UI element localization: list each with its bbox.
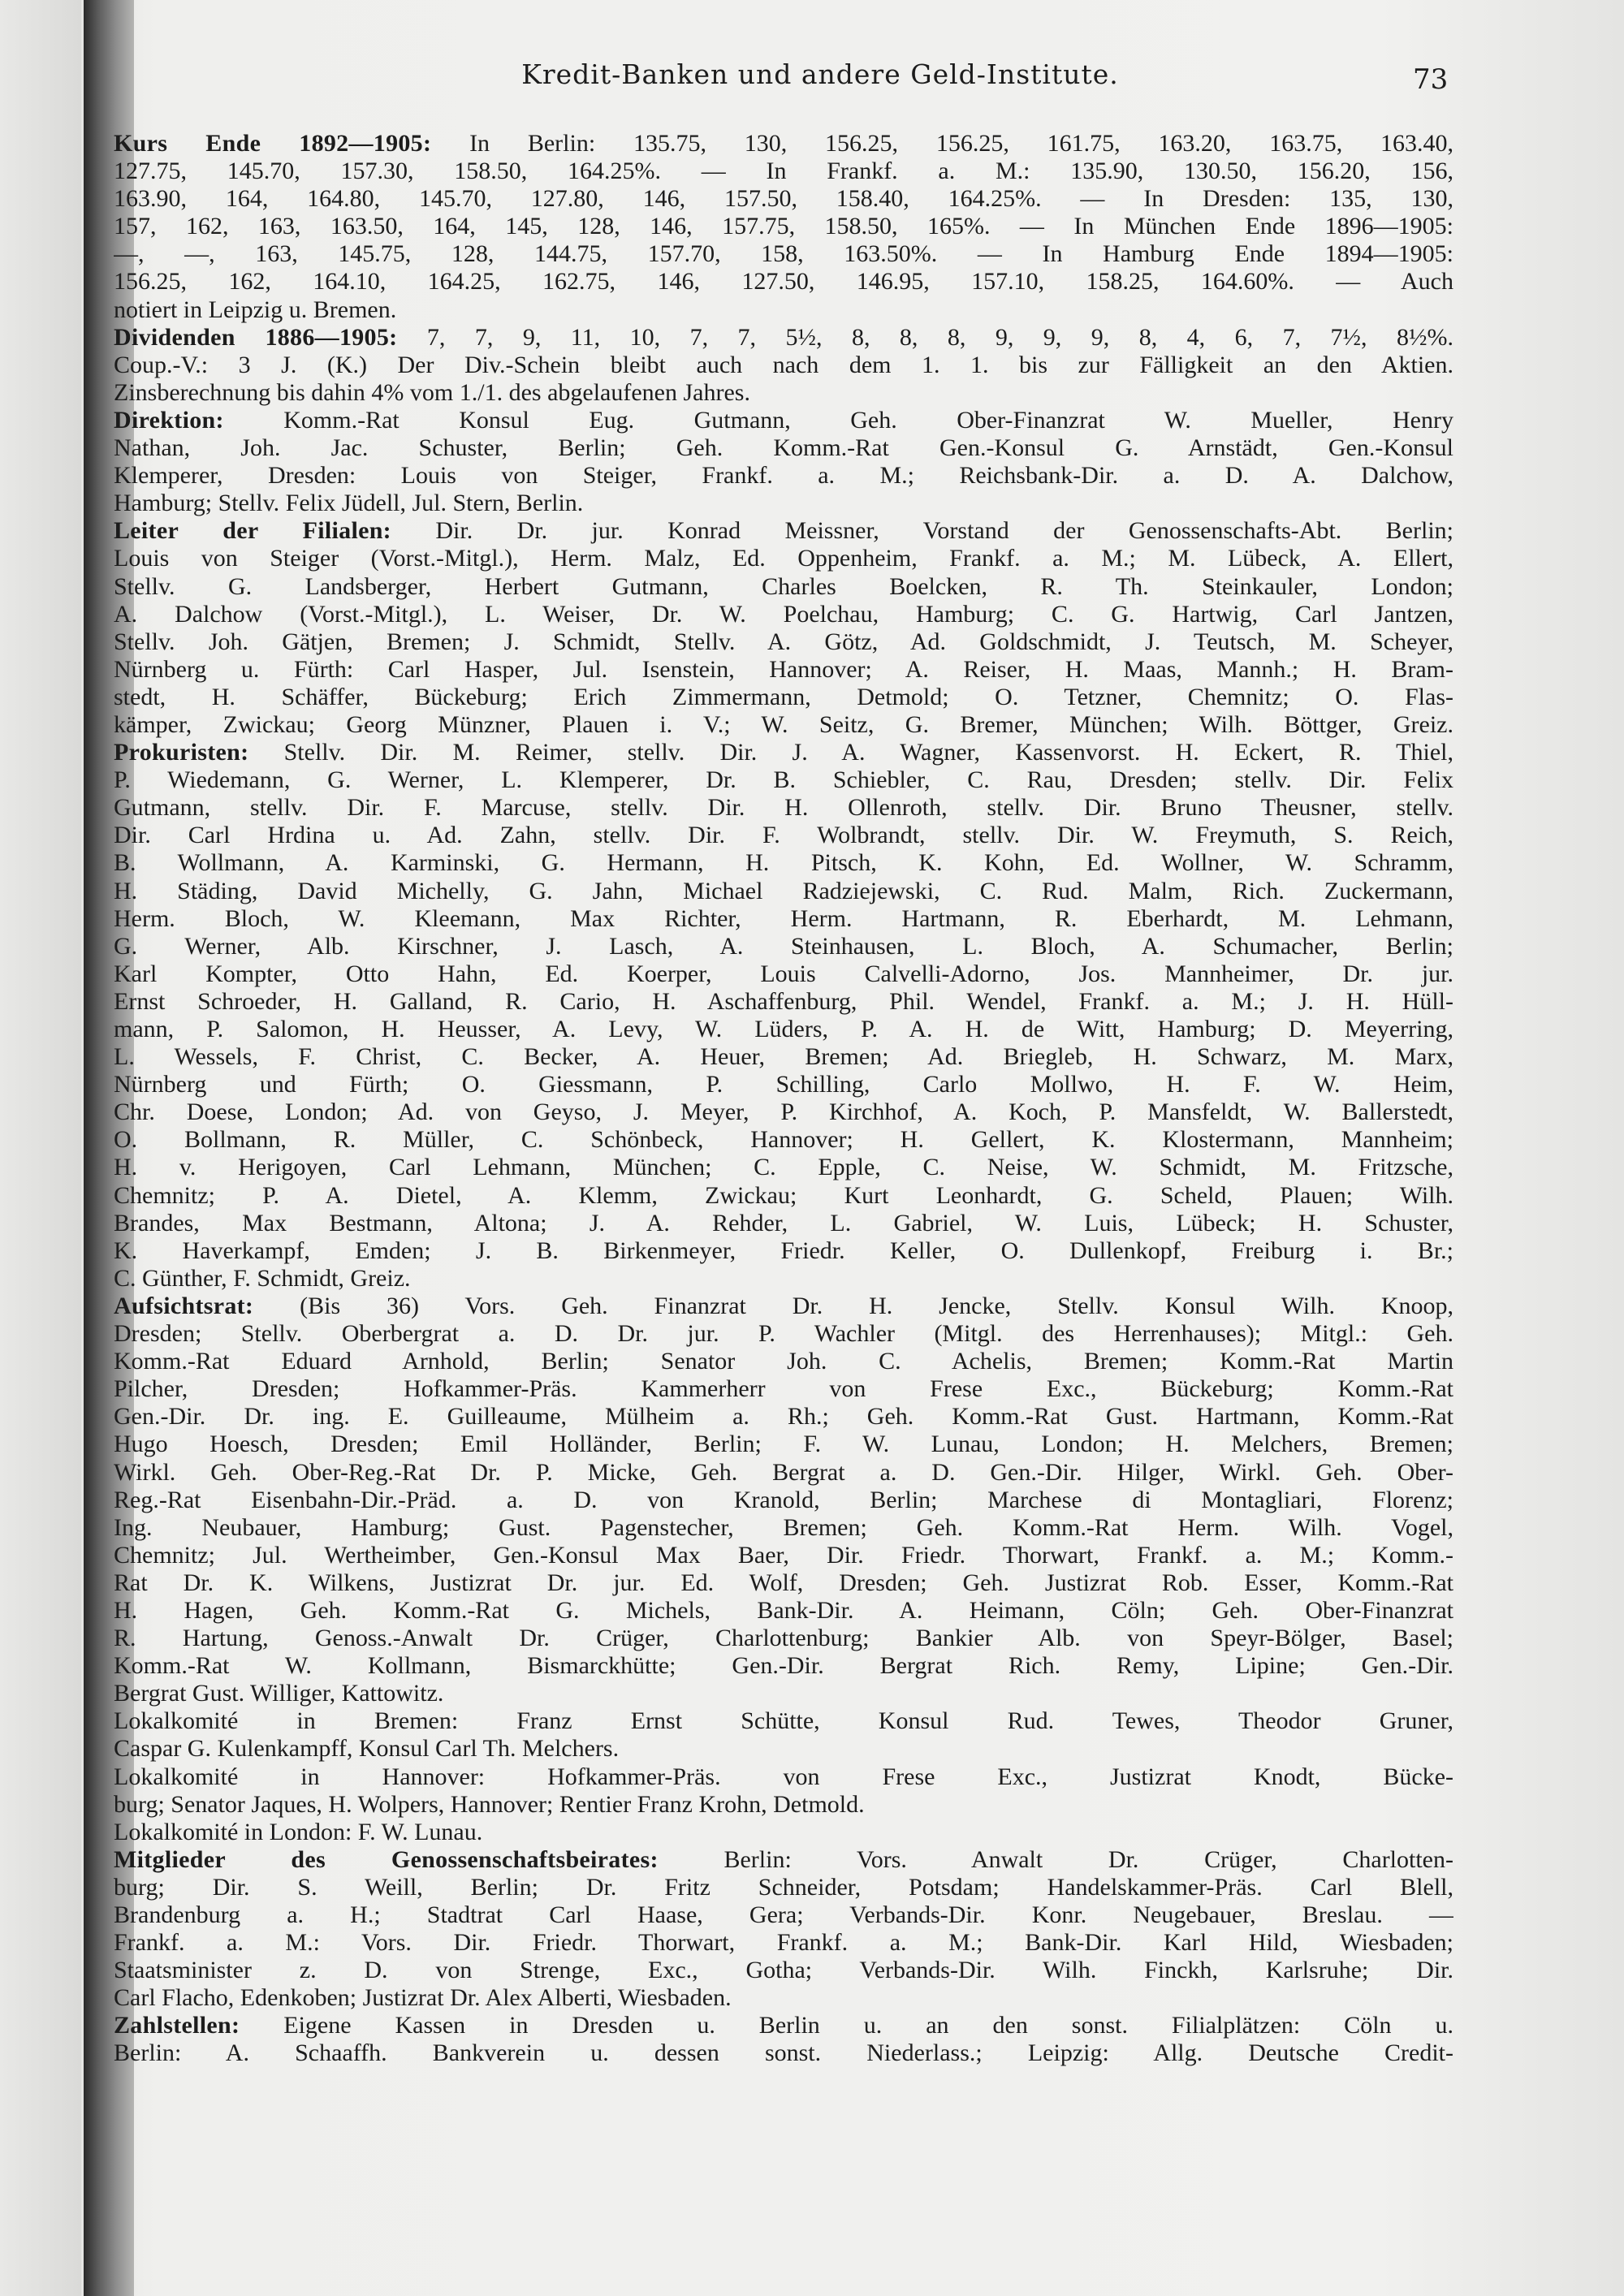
- text-line: [114, 1182, 1453, 1210]
- line-text: K. Haverkampf, Emden; J. B. Birkenmeyer, Friedr. Keller, O. Dullenkopf, Freiburg i. Br.;: [114, 1236, 1453, 1264]
- line-text: Ernst Schroeder, H. Galland, R. Cario, H. Aschaffenburg, Phil. Wendel, Frankf. a. M.; J. H. Hüll-: [114, 987, 1453, 1015]
- line-text: kämper, Zwickau; Georg Münzner, Plauen i. V.; W. Seitz, G. Bremer, München; Wilh. Böttger, Greiz.: [114, 710, 1453, 738]
- text-line: [114, 1431, 1453, 1458]
- line-text: Staatsminister z. D. von Strenge, Exc., Gotha; Verbands-Dir. Wilh. Finckh, Karlsruhe; Dir.: [114, 1957, 1453, 1984]
- line-text: Reg.-Rat Eisenbahn-Dir.-Präd. a. D. von Kranold, Berlin; Marchese di Montagliari, Florenz;: [114, 1486, 1453, 1513]
- text-line: [114, 1487, 1453, 1514]
- text-line: [114, 158, 1453, 185]
- text-line: [114, 462, 1453, 490]
- text-line: [114, 878, 1453, 905]
- text-line: [114, 601, 1453, 628]
- section-heading: Dividenden 1886—1905:: [114, 323, 398, 351]
- text-line: [114, 1569, 1453, 1597]
- text-line: [114, 933, 1453, 960]
- text-line: [114, 1819, 1453, 1846]
- line-text: Nürnberg u. Fürth: Carl Hasper, Jul. Isenstein, Hannover; A. Reiser, H. Maas, Mannh.; H. Bram-: [114, 655, 1453, 683]
- text-line: [114, 1016, 1453, 1043]
- text-line: [114, 711, 1453, 739]
- line-text: Stellv. G. Landsberger, Herbert Gutmann, Charles Boelcken, R. Th. Steinkauler, London;: [114, 572, 1453, 600]
- text-line: [114, 739, 1453, 766]
- line-text: Lokalkomité in Hannover: Hofkammer-Präs. von Frese Exc., Justizrat Knodt, Bücke-: [114, 1763, 1453, 1790]
- text-line: [114, 656, 1453, 684]
- line-text: burg; Dir. S. Weill, Berlin; Dr. Fritz Schneider, Potsdam; Handelskammer-Präs. Carl Blell,: [114, 1873, 1453, 1901]
- line-text: burg; Senator Jaques, H. Wolpers, Hannover; Rentier Franz Krohn, Detmold.: [114, 1790, 865, 1818]
- line-text: Nürnberg und Fürth; O. Giessmann, P. Schilling, Carlo Mollwo, H. F. W. Heim,: [114, 1071, 1453, 1098]
- text-line: [114, 1210, 1453, 1237]
- text-line: [114, 1293, 1453, 1320]
- text-line: [114, 213, 1453, 240]
- text-line: [114, 1791, 1453, 1819]
- text-line: [114, 1514, 1453, 1542]
- line-text: P. Wiedemann, G. Werner, L. Klemperer, Dr. B. Schiebler, C. Rau, Dresden; stellv. Dir. Felix: [114, 766, 1453, 794]
- line-text: Dir. Carl Hrdina u. Ad. Zahn, stellv. Dir. F. Wolbrandt, stellv. Dir. W. Freymuth, S. Reich,: [114, 822, 1453, 849]
- text-line: [114, 1320, 1453, 1348]
- line-text: Brandes, Max Bestmann, Altona; J. A. Rehder, L. Gabriel, W. Luis, Lübeck; H. Schuster,: [114, 1209, 1453, 1236]
- text-line: [114, 545, 1453, 572]
- text-line: [114, 1071, 1453, 1098]
- text-line: [114, 988, 1453, 1016]
- line-text: Lokalkomité in London: F. W. Lunau.: [114, 1818, 483, 1845]
- line-text: Stellv. Joh. Gätjen, Bremen; J. Schmidt, Stellv. A. Götz, Ad. Goldschmidt, J. Teutsch, M. Scheyer,: [114, 628, 1453, 655]
- section-heading: Mitglieder des Genossenschaftsbeirates:: [114, 1845, 659, 1873]
- line-text: Lokalkomité in Bremen: Franz Ernst Schütte, Konsul Rud. Tewes, Theodor Gruner,: [114, 1707, 1453, 1735]
- text-line: [114, 1126, 1453, 1154]
- text-line: [114, 1901, 1453, 1929]
- line-text: Berlin: Vors. Anwalt Dr. Crüger, Charlotten-: [658, 1845, 1453, 1873]
- text-line: [114, 766, 1453, 794]
- text-line: [114, 1735, 1453, 1763]
- facing-page-edge: [0, 0, 81, 2296]
- text-line: [114, 324, 1453, 352]
- line-text: mann, P. Salomon, H. Heusser, A. Levy, W. Lüders, P. A. H. de Witt, Hamburg; D. Meyerring,: [114, 1016, 1453, 1042]
- text-line: [114, 130, 1453, 158]
- line-text: Louis von Steiger (Vorst.-Mitgl.), Herm. Malz, Ed. Oppenheim, Frankf. a. M.; M. Lübeck, A. Ellert,: [114, 545, 1453, 572]
- text-line: [114, 379, 1453, 407]
- text-line: [114, 2012, 1453, 2039]
- line-text: Gutmann, stellv. Dir. F. Marcuse, stellv. Dir. H. Ollenroth, stellv. Dir. Bruno Theusner, stellv.: [114, 794, 1453, 822]
- line-text: Coup.-V.: 3 J. (K.) Der Div.-Schein bleibt auch nach dem 1. 1. bis zur Fälligkeit an den Aktien.: [114, 351, 1453, 378]
- text-line: [114, 1874, 1453, 1901]
- line-text: H. Hagen, Geh. Komm.-Rat G. Michels, Bank-Dir. A. Heimann, Cöln; Geh. Ober-Finanzrat: [114, 1596, 1453, 1624]
- text-line: [114, 296, 1453, 324]
- text-line: [114, 628, 1453, 656]
- line-text: O. Bollmann, R. Müller, C. Schönbeck, Hannover; H. Gellert, K. Klostermann, Mannheim;: [114, 1126, 1453, 1154]
- line-text: —, —, 163, 145.75, 128, 144.75, 157.70, 158, 163.50%. — In Hamburg Ende 1894—1905:: [114, 240, 1453, 268]
- section-heading: Leiter der Filialen:: [114, 517, 391, 545]
- line-text: Stellv. Dir. M. Reimer, stellv. Dir. J. A. Wagner, Kassenvorst. H. Eckert, R. Thiel,: [248, 739, 1453, 766]
- line-text: Hamburg; Stellv. Felix Jüdell, Jul. Stern, Berlin.: [114, 490, 584, 517]
- line-text: Berlin: A. Schaaffh. Bankverein u. dessen sonst. Niederlass.; Leipzig: Allg. Deutsche Credit-: [114, 2039, 1453, 2067]
- text-line: [114, 960, 1453, 988]
- line-text: Chemnitz; Jul. Wertheimber, Gen.-Konsul Max Baer, Dir. Friedr. Thorwart, Frankf. a. M.; Komm.-: [114, 1541, 1453, 1569]
- line-text: Carl Flacho, Edenkoben; Justizrat Dr. Alex Alberti, Wiesbaden.: [114, 1984, 732, 2012]
- text-column: [114, 130, 1453, 2068]
- line-text: 157, 162, 163, 163.50, 164, 145, 128, 146, 157.75, 158.50, 165%. — In München Ende 1896—1905:: [114, 213, 1453, 240]
- text-line: [114, 1763, 1453, 1791]
- text-line: [114, 1625, 1453, 1652]
- line-text: Chr. Doese, London; Ad. von Geyso, J. Meyer, P. Kirchhof, A. Koch, P. Mansfeldt, W. Ballerstedt,: [114, 1098, 1453, 1126]
- text-line: [114, 1597, 1453, 1625]
- text-line: [114, 1348, 1453, 1375]
- line-text: Klemperer, Dresden: Louis von Steiger, Frankf. a. M.; Reichsbank-Dir. a. D. A. Dalchow,: [114, 462, 1453, 490]
- text-line: [114, 849, 1453, 877]
- text-line: [114, 1652, 1453, 1680]
- line-text: Hugo Hoesch, Dresden; Emil Holländer, Berlin; F. W. Lunau, London; H. Melchers, Bremen;: [114, 1431, 1453, 1458]
- line-text: Komm.-Rat Konsul Eug. Gutmann, Geh. Ober-Finanzrat W. Mueller, Henry: [223, 406, 1453, 434]
- text-line: [114, 1984, 1453, 2012]
- line-text: 156.25, 162, 164.10, 164.25, 162.75, 146, 127.50, 146.95, 157.10, 158.25, 164.60%. — Auch: [114, 268, 1453, 296]
- text-line: [114, 1375, 1453, 1403]
- line-text: Nathan, Joh. Jac. Schuster, Berlin; Geh. Komm.-Rat Gen.-Konsul G. Arnstädt, Gen.-Konsul: [114, 434, 1453, 462]
- section-heading: Kurs Ende 1892—1905:: [114, 130, 432, 157]
- line-text: Komm.-Rat Eduard Arnhold, Berlin; Senator Joh. C. Achelis, Bremen; Komm.-Rat Martin: [114, 1348, 1453, 1375]
- section-heading: Prokuristen:: [114, 739, 249, 766]
- line-text: Brandenburg a. H.; Stadtrat Carl Haase, Gera; Verbands-Dir. Konr. Neugebauer, Breslau. —: [114, 1901, 1453, 1928]
- line-text: Dresden; Stellv. Oberbergrat a. D. Dr. jur. P. Wachler (Mitgl. des Herrenhauses); Mitgl.: Geh.: [114, 1320, 1453, 1348]
- text-line: [114, 1237, 1453, 1265]
- line-text: Dir. Dr. jur. Konrad Meissner, Vorstand der Genossenschafts-Abt. Berlin;: [391, 517, 1453, 545]
- line-text: In Berlin: 135.75, 130, 156.25, 156.25, 161.75, 163.20, 163.75, 163.40,: [431, 130, 1453, 157]
- page-number: 73: [1413, 63, 1449, 96]
- line-text: notiert in Leipzig u. Bremen.: [114, 296, 397, 323]
- line-text: Rat Dr. K. Wilkens, Justizrat Dr. jur. Ed. Wolf, Dresden; Geh. Justizrat Rob. Esser, Komm.-Rat: [114, 1569, 1453, 1596]
- line-text: A. Dalchow (Vorst.-Mitgl.), L. Weiser, Dr. W. Poelchau, Hamburg; C. G. Hartwig, Carl Jantzen,: [114, 600, 1453, 628]
- line-text: Caspar G. Kulenkampff, Konsul Carl Th. Melchers.: [114, 1735, 620, 1763]
- line-text: Chemnitz; P. A. Dietel, A. Klemm, Zwickau; Kurt Leonhardt, G. Scheld, Plauen; Wilh.: [114, 1181, 1453, 1209]
- line-text: R. Hartung, Genoss.-Anwalt Dr. Crüger, Charlottenburg; Bankier Alb. von Speyr-Bölger, Basel;: [114, 1625, 1453, 1652]
- text-line: [114, 1459, 1453, 1487]
- line-text: Herm. Bloch, W. Kleemann, Max Richter, Herm. Hartmann, R. Eberhardt, M. Lehmann,: [114, 904, 1453, 932]
- line-text: (Bis 36) Vors. Geh. Finanzrat Dr. H. Jencke, Stellv. Konsul Wilh. Knoop,: [253, 1292, 1453, 1319]
- text-line: [114, 185, 1453, 213]
- text-line: [114, 1957, 1453, 1984]
- text-line: [114, 240, 1453, 268]
- text-line: [114, 794, 1453, 822]
- line-text: C. Günther, F. Schmidt, Greiz.: [114, 1264, 411, 1292]
- line-text: H. v. Herigoyen, Carl Lehmann, München; C. Epple, C. Neise, W. Schmidt, M. Fritzsche,: [114, 1154, 1453, 1181]
- text-line: [114, 2039, 1453, 2067]
- line-text: stedt, H. Schäffer, Bückeburg; Erich Zimmermann, Detmold; O. Tetzner, Chemnitz; O. Flas-: [114, 683, 1453, 710]
- line-text: 127.75, 145.70, 157.30, 158.50, 164.25%. — In Frankf. a. M.: 135.90, 130.50, 156.20, 156,: [114, 158, 1453, 185]
- text-line: [114, 905, 1453, 933]
- text-line: [114, 1098, 1453, 1126]
- line-text: Wirkl. Geh. Ober-Reg.-Rat Dr. P. Micke, Geh. Bergrat a. D. Gen.-Dir. Hilger, Wirkl. Geh. Ober-: [114, 1458, 1453, 1486]
- line-text: Komm.-Rat W. Kollmann, Bismarckhütte; Gen.-Dir. Bergrat Rich. Remy, Lipine; Gen.-Dir.: [114, 1652, 1453, 1680]
- text-line: [114, 490, 1453, 517]
- section-heading: Direktion:: [114, 406, 224, 434]
- line-text: B. Wollmann, A. Karminski, G. Hermann, H. Pitsch, K. Kohn, Ed. Wollner, W. Schramm,: [114, 849, 1453, 877]
- line-text: Eigene Kassen in Dresden u. Berlin u. an den sonst. Filialplätzen: Cöln u.: [240, 2012, 1453, 2039]
- line-text: Gen.-Dir. Dr. ing. E. Guilleaume, Mülheim a. Rh.; Geh. Komm.-Rat Gust. Hartmann, Komm.-Rat: [114, 1403, 1453, 1431]
- running-header: Kredit-Banken und andere Geld-Institute.: [521, 58, 1119, 90]
- text-line: [114, 573, 1453, 601]
- section-heading: Aufsichtsrat:: [114, 1292, 254, 1319]
- line-text: 163.90, 164, 164.80, 145.70, 127.80, 146, 157.50, 158.40, 164.25%. — In Dresden: 135, 130,: [114, 185, 1453, 213]
- line-text: Pilcher, Dresden; Hofkammer-Präs. Kammerherr von Frese Exc., Bückeburg; Komm.-Rat: [114, 1375, 1453, 1403]
- text-line: [114, 684, 1453, 711]
- text-line: [114, 407, 1453, 434]
- text-line: [114, 1929, 1453, 1957]
- line-text: Zinsberechnung bis dahin 4% vom 1./1. des abgelaufenen Jahres.: [114, 378, 750, 406]
- line-text: Bergrat Gust. Williger, Kattowitz.: [114, 1680, 444, 1707]
- line-text: L. Wessels, F. Christ, C. Becker, A. Heuer, Bremen; Ad. Briegleb, H. Schwarz, M. Marx,: [114, 1043, 1453, 1071]
- text-line: [114, 1154, 1453, 1181]
- text-line: [114, 268, 1453, 296]
- text-line: [114, 1846, 1453, 1874]
- line-text: H. Städing, David Michelly, G. Jahn, Michael Radziejewski, C. Rud. Malm, Rich. Zuckermann,: [114, 877, 1453, 904]
- section-heading: Zahlstellen:: [114, 2012, 240, 2039]
- text-line: [114, 1265, 1453, 1293]
- text-line: [114, 352, 1453, 379]
- text-line: [114, 434, 1453, 462]
- line-text: 7, 7, 9, 11, 10, 7, 7, 5½, 8, 8, 8, 9, 9, 9, 8, 4, 6, 7, 7½, 8½%.: [397, 323, 1453, 351]
- text-line: [114, 1403, 1453, 1431]
- text-line: [114, 822, 1453, 849]
- text-line: [114, 1680, 1453, 1707]
- text-line: [114, 1043, 1453, 1071]
- line-text: G. Werner, Alb. Kirschner, J. Lasch, A. Steinhausen, L. Bloch, A. Schumacher, Berlin;: [114, 932, 1453, 960]
- line-text: Ing. Neubauer, Hamburg; Gust. Pagenstecher, Bremen; Geh. Komm.-Rat Herm. Wilh. Vogel,: [114, 1513, 1453, 1541]
- text-line: [114, 1707, 1453, 1735]
- text-line: [114, 1542, 1453, 1569]
- line-text: Frankf. a. M.: Vors. Dir. Friedr. Thorwart, Frankf. a. M.; Bank-Dir. Karl Hild, Wiesbaden;: [114, 1929, 1453, 1957]
- line-text: Karl Kompter, Otto Hahn, Ed. Koerper, Louis Calvelli-Adorno, Jos. Mannheimer, Dr. jur.: [114, 960, 1453, 987]
- text-line: [114, 517, 1453, 545]
